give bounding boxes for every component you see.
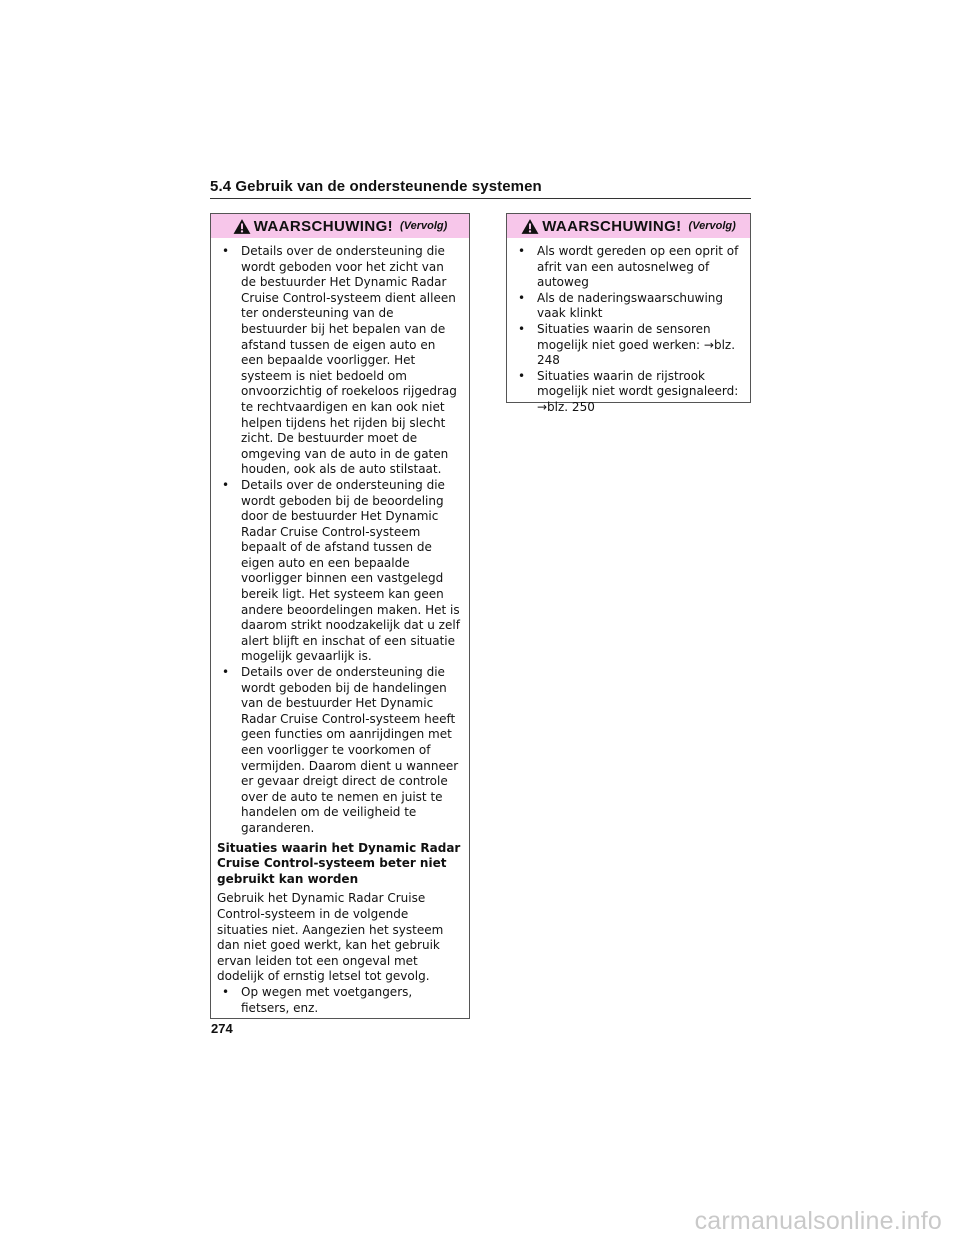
warning-header	[507, 214, 750, 238]
warning-header	[211, 214, 469, 238]
list-item: • Situaties waarin de rijstrook mogelijk niet wordt gesignaleerd: →blz. 250	[513, 369, 742, 416]
warning-continued: (Vervolg)	[688, 220, 736, 232]
section-title: 5.4 Gebruik van de ondersteunende systemen	[210, 178, 542, 195]
list-item: • Situaties waarin de sensoren mogelijk niet goed werken: →blz. 248	[513, 322, 742, 369]
warning-box-right	[506, 213, 751, 414]
warning-continued: (Vervolg)	[400, 220, 448, 232]
warning-body	[507, 238, 750, 422]
section-divider	[210, 198, 751, 199]
list-item: • Details over de ondersteuning die wordt geboden bij de beoordeling door de bestuurder Het Dynamic Radar Cruise Control-systeem bepaalt of de afstand tussen de eigen auto en een bepaalde voorligger binnen een vastgelegd bereik ligt. Het systeem kan geen andere beoordelingen maken. Het is daarom strikt noodzakelijk dat u zelf alert blijft en inschat of een situatie mogelijk gevaarlijk is.	[217, 478, 461, 665]
paragraph: Gebruik het Dynamic Radar Cruise Control-systeem in de volgende situaties niet. Aangezien het systeem dan niet goed werkt, kan het gebruik ervan leiden tot een ongeval met dodelijk of ernstig letsel tot gevolg.	[217, 891, 444, 984]
warning-body	[211, 238, 469, 1022]
warning-triangle-icon	[233, 218, 251, 235]
warning-title: WAARSCHUWING!	[253, 217, 394, 235]
page-number: 274	[211, 1021, 233, 1036]
list-item: • Details over de ondersteuning die wordt geboden voor het zicht van de bestuurder Het Dynamic Radar Cruise Control-systeem dient alleen ter ondersteuning van de bestuurder bij het bepalen van de afstand tussen de eigen auto en een bepaalde voorligger. Het systeem is niet bedoeld om onvoorzichtig of roekeloos rijgedrag te rechtvaardigen en kan ook niet helpen tijdens het rijden bij slecht zicht. De bestuurder moet de omgeving van de auto in de gaten houden, ook als de auto stilstaat.	[217, 244, 461, 478]
warning-box-left	[210, 213, 470, 1019]
list-item: • Details over de ondersteuning die wordt geboden bij de handelingen van de bestuurder Het Dynamic Radar Cruise Control-systeem heeft geen functies om aanrijdingen met een voorligger te voorkomen of vermijden. Daarom dient u wanneer er gevaar dreigt direct de controle over de auto te nemen en juist te handelen om de veiligheid te garanderen.	[217, 665, 461, 837]
list-item: • Als wordt gereden op een oprit of afrit van een autosnelweg of autoweg	[513, 244, 742, 291]
warning-title: WAARSCHUWING!	[542, 217, 682, 235]
subheading: Situaties waarin het Dynamic Radar Cruise Control-systeem beter niet gebruikt kan worden	[217, 840, 461, 886]
watermark: carmanualsonline.info	[694, 1207, 942, 1235]
list-item: • Als de naderingswaarschuwing vaak klinkt	[513, 291, 742, 322]
list-item: • Op wegen met voetgangers, fietsers, enz.	[217, 985, 461, 1016]
warning-triangle-icon	[521, 218, 539, 235]
